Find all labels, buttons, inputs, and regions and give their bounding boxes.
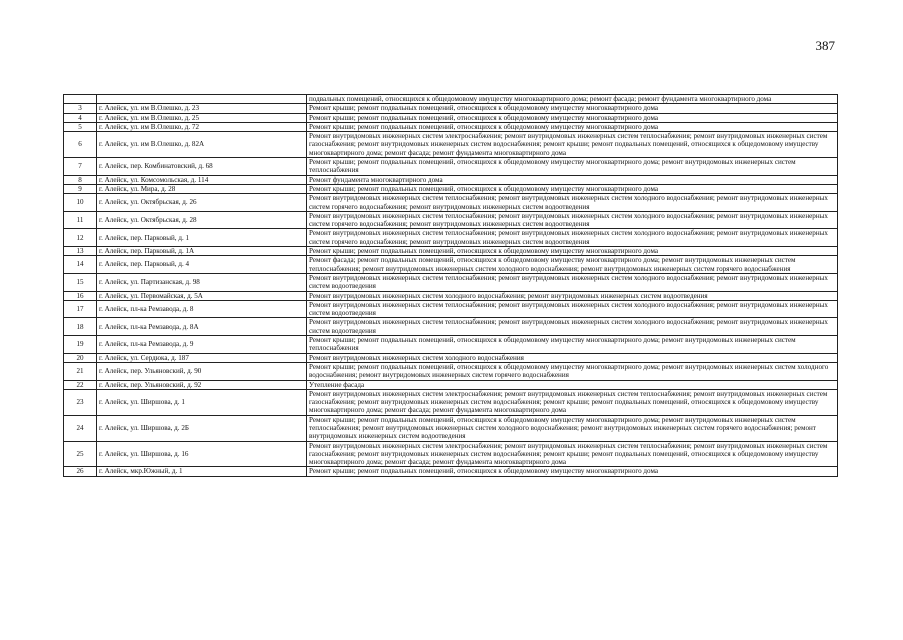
works-cell: Ремонт фасада; ремонт подвальных помещений, относящихся к общедомовому имуществу многоквартирного дома; ремонт внутридомовых инженерных систем теплоснабжения; ремонт внутридомовых инженерных систем холодного водоснабжения; ремонт внутридомовых инженерных систем горячего водоснабжения <box>307 256 838 274</box>
works-cell: Ремонт внутридомовых инженерных систем холодного водоснабжения <box>307 353 838 362</box>
row-number-cell: 14 <box>64 256 97 274</box>
address-cell: г. Алейск, ул. Октябрьская, д. 28 <box>97 211 307 229</box>
works-cell: Ремонт внутридомовых инженерных систем электроснабжения; ремонт внутридомовых инженерных систем теплоснабжения; ремонт внутридомовых инженерных систем газоснабжения; ремонт внутридомовых инженерных систем водоснабжения; ремонт крыши; ремонт подвальных помещений, относящихся к общедомовому имуществу многоквартирного дома; ремонт фасада; ремонт фундамента многоквартирного дома <box>307 441 838 467</box>
table-row <box>64 113 838 122</box>
address-cell: г. Алейск, пл-ка Ремзавода, д. 8А <box>97 318 307 336</box>
works-cell: Ремонт крыши; ремонт подвальных помещений, относящихся к общедомовому имуществу многоквартирного дома <box>307 184 838 193</box>
address-cell: г. Алейск, пл-ка Ремзавода, д. 8 <box>97 300 307 318</box>
row-number-cell: 12 <box>64 229 97 247</box>
works-cell: Ремонт внутридомовых инженерных систем теплоснабжения; ремонт внутридомовых инженерных систем холодного водоснабжения; ремонт внутридомовых инженерных систем водоотведения <box>307 273 838 291</box>
row-number-cell: 15 <box>64 273 97 291</box>
row-number-cell: 8 <box>64 175 97 184</box>
row-number-cell: 4 <box>64 113 97 122</box>
table-row <box>64 273 838 291</box>
row-number-cell: 10 <box>64 194 97 212</box>
table-row <box>64 194 838 212</box>
works-cell: Ремонт внутридомовых инженерных систем теплоснабжения; ремонт внутридомовых инженерных систем холодного водоснабжения; ремонт внутридомовых инженерных систем горячего водоснабжения; ремонт внутридомовых инженерных систем водоотведения <box>307 194 838 212</box>
row-number-cell: 19 <box>64 336 97 354</box>
works-cell: подвальных помещений, относящихся к общедомовому имуществу многоквартирного дома; ремонт фасада; ремонт фундамента многоквартирного дома <box>307 95 838 104</box>
row-number-cell: 20 <box>64 353 97 362</box>
address-cell: г. Алейск, пл-ка Ремзавода, д. 9 <box>97 336 307 354</box>
table-row <box>64 389 838 415</box>
row-number-cell: 23 <box>64 389 97 415</box>
works-cell: Ремонт крыши; ремонт подвальных помещений, относящихся к общедомовому имуществу многоквартирного дома; ремонт внутридомовых инженерных систем холодного водоснабжения; ремонт внутридомовых инженерных систем горячего водоснабжения <box>307 362 838 380</box>
row-number-cell: 9 <box>64 184 97 193</box>
works-cell: Ремонт внутридомовых инженерных систем теплоснабжения; ремонт внутридомовых инженерных систем холодного водоснабжения; ремонт внутридомовых инженерных систем горячего водоснабжения; ремонт внутридомовых инженерных систем водоотведения <box>307 229 838 247</box>
address-cell: г. Алейск, ул. Ширшова, д. 2Б <box>97 415 307 441</box>
row-number-cell: 13 <box>64 247 97 256</box>
works-cell: Ремонт крыши; ремонт подвальных помещений, относящихся к общедомовому имуществу многоквартирного дома; ремонт внутридомовых инженерных систем теплоснабжения; ремонт внутридомовых инженерных систем холодного водоснабжения; ремонт внутридомовых инженерных систем горячего водоснабжения; ремонт внутридомовых инженерных систем водоотведения <box>307 415 838 441</box>
works-cell: Ремонт крыши; ремонт подвальных помещений, относящихся к общедомовому имуществу многоквартирного дома; ремонт внутридомовых инженерных систем теплоснабжения <box>307 158 838 176</box>
address-cell: г. Алейск, пер. Комбинатовский, д. 68 <box>97 158 307 176</box>
row-number-cell: 6 <box>64 132 97 158</box>
address-cell: г. Алейск, ул. Октябрьская, д. 26 <box>97 194 307 212</box>
row-number-cell: 21 <box>64 362 97 380</box>
table-row <box>64 353 838 362</box>
works-cell: Ремонт крыши; ремонт подвальных помещений, относящихся к общедомовому имуществу многоквартирного дома <box>307 104 838 113</box>
address-cell: г. Алейск, ул. им В.Олешко, д. 82А <box>97 132 307 158</box>
table-row <box>64 158 838 176</box>
table-row <box>64 300 838 318</box>
works-cell: Ремонт внутридомовых инженерных систем теплоснабжения; ремонт внутридомовых инженерных систем холодного водоснабжения; ремонт внутридомовых инженерных систем водоотведения <box>307 300 838 318</box>
address-cell: г. Алейск, ул. Первомайская, д. 5А <box>97 291 307 300</box>
row-number-cell: 7 <box>64 158 97 176</box>
address-cell: г. Алейск, ул. им В.Олешко, д. 25 <box>97 113 307 122</box>
address-cell: г. Алейск, ул. Мира, д. 28 <box>97 184 307 193</box>
works-cell: Ремонт крыши; ремонт подвальных помещений, относящихся к общедомовому имуществу многоквартирного дома; ремонт внутридомовых инженерных систем теплоснабжения <box>307 336 838 354</box>
works-cell: Ремонт внутридомовых инженерных систем теплоснабжения; ремонт внутридомовых инженерных систем холодного водоснабжения; ремонт внутридомовых инженерных систем водоотведения <box>307 318 838 336</box>
table-row <box>64 362 838 380</box>
row-number-cell: 17 <box>64 300 97 318</box>
table-row <box>64 104 838 113</box>
works-cell: Ремонт крыши; ремонт подвальных помещений, относящихся к общедомовому имуществу многоквартирного дома <box>307 113 838 122</box>
table-row <box>64 415 838 441</box>
table-row <box>64 211 838 229</box>
address-cell: г. Алейск, ул. Партизанская, д. 98 <box>97 273 307 291</box>
works-cell: Ремонт внутридомовых инженерных систем электроснабжения; ремонт внутридомовых инженерных систем теплоснабжения; ремонт внутридомовых инженерных систем газоснабжения; ремонт внутридомовых инженерных систем водоснабжения; ремонт крыши; ремонт подвальных помещений, относящихся к общедомовому имуществу многоквартирного дома; ремонт фасада; ремонт фундамента многоквартирного дома <box>307 132 838 158</box>
works-cell: Ремонт внутридомовых инженерных систем холодного водоснабжения; ремонт внутридомовых инженерных систем водоотведения <box>307 291 838 300</box>
row-number-cell: 26 <box>64 467 97 476</box>
works-cell: Утепление фасада <box>307 380 838 389</box>
row-number-cell: 5 <box>64 122 97 131</box>
table-row <box>64 247 838 256</box>
table-row <box>64 291 838 300</box>
address-cell <box>97 95 307 104</box>
table-row <box>64 380 838 389</box>
address-cell: г. Алейск, ул. Комсомольская, д. 114 <box>97 175 307 184</box>
works-cell: Ремонт внутридомовых инженерных систем электроснабжения; ремонт внутридомовых инженерных систем теплоснабжения; ремонт внутридомовых инженерных систем газоснабжения; ремонт внутридомовых инженерных систем водоснабжения; ремонт крыши; ремонт подвальных помещений, относящихся к общедомовому имуществу многоквартирного дома; ремонт фасада; ремонт фундамента многоквартирного дома <box>307 389 838 415</box>
address-cell: г. Алейск, пер. Ульяновский, д. 90 <box>97 362 307 380</box>
repair-works-table <box>63 94 838 477</box>
address-cell: г. Алейск, пер. Парковый, д. 1 <box>97 229 307 247</box>
table-row <box>64 175 838 184</box>
page-number: 387 <box>815 38 835 53</box>
works-cell: Ремонт крыши; ремонт подвальных помещений, относящихся к общедомовому имуществу многоквартирного дома <box>307 247 838 256</box>
address-cell: г. Алейск, пер. Ульяновский, д. 92 <box>97 380 307 389</box>
works-cell: Ремонт крыши; ремонт подвальных помещений, относящихся к общедомовому имуществу многоквартирного дома <box>307 467 838 476</box>
table-row-continuation <box>64 95 838 104</box>
address-cell: г. Алейск, ул. им В.Олешко, д. 72 <box>97 122 307 131</box>
address-cell: г. Алейск, пер. Парковый, д. 4 <box>97 256 307 274</box>
repair-works-table-body <box>64 95 838 477</box>
table-row <box>64 256 838 274</box>
row-number-cell <box>64 95 97 104</box>
table-row <box>64 184 838 193</box>
address-cell: г. Алейск, ул. им В.Олешко, д. 23 <box>97 104 307 113</box>
table-row <box>64 229 838 247</box>
table-row <box>64 336 838 354</box>
works-cell: Ремонт внутридомовых инженерных систем теплоснабжения; ремонт внутридомовых инженерных систем холодного водоснабжения; ремонт внутридомовых инженерных систем горячего водоснабжения; ремонт внутридомовых инженерных систем водоотведения <box>307 211 838 229</box>
row-number-cell: 11 <box>64 211 97 229</box>
row-number-cell: 16 <box>64 291 97 300</box>
address-cell: г. Алейск, мкр.Южный, д. 1 <box>97 467 307 476</box>
row-number-cell: 25 <box>64 441 97 467</box>
address-cell: г. Алейск, ул. Сердюка, д. 187 <box>97 353 307 362</box>
row-number-cell: 24 <box>64 415 97 441</box>
works-cell: Ремонт крыши; ремонт подвальных помещений, относящихся к общедомовому имуществу многоквартирного дома <box>307 122 838 131</box>
address-cell: г. Алейск, ул. Ширшова, д. 1 <box>97 389 307 415</box>
table-row <box>64 122 838 131</box>
table-row <box>64 467 838 476</box>
row-number-cell: 3 <box>64 104 97 113</box>
row-number-cell: 22 <box>64 380 97 389</box>
row-number-cell: 18 <box>64 318 97 336</box>
table-row <box>64 318 838 336</box>
address-cell: г. Алейск, пер. Парковый, д. 1А <box>97 247 307 256</box>
table-row <box>64 132 838 158</box>
works-cell: Ремонт фундамента многоквартирного дома <box>307 175 838 184</box>
address-cell: г. Алейск, ул. Ширшова, д. 16 <box>97 441 307 467</box>
table-row <box>64 441 838 467</box>
